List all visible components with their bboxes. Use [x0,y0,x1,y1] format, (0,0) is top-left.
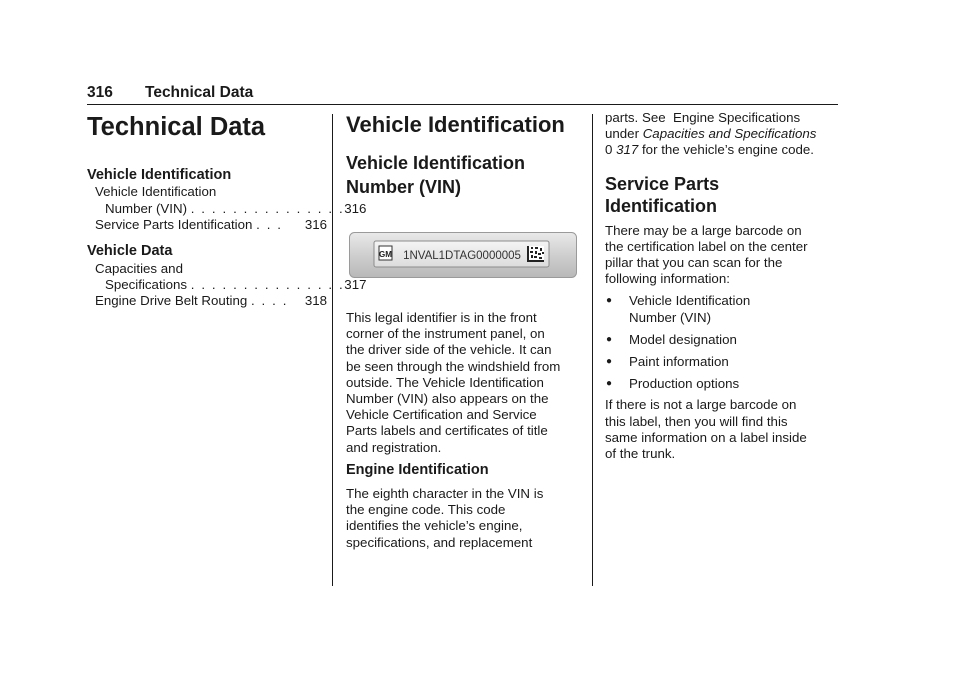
toc-leader-dots: . . . . . . . . . . . . . . . [190,277,345,293]
toc-page: 317 [344,277,367,293]
service-parts-paragraph: There may be a large barcode on the certification label on the center pillar that you can scan for the following information: [605,222,808,287]
continued-line: parts. See Engine Specifications [605,110,801,125]
vin-heading: Vehicle Identification Number (VIN) [346,153,526,198]
list-item: ● Paint information [606,354,729,370]
right-column [605,110,839,462]
vin-code-text: 1NVAL1DTAG0000005 [403,250,521,262]
bullet-icon: ● [606,333,613,345]
column-divider [332,114,333,586]
toc-entry[interactable]: Engine Drive Belt Routing . . . . 318 [95,293,327,309]
toc-entry[interactable]: Vehicle Identification Number (VIN) . . . . . . . . . . . . . . . 316 [95,184,367,216]
main-title: Vehicle Identification [346,112,565,137]
toc-column [87,112,367,310]
column-divider [592,114,593,586]
header-rule [87,104,838,105]
main-column [346,112,578,199]
closing-paragraph: If there is not a large barcode on this label, then you will find this same information on a label inside of the trunk. [605,397,807,462]
xref-text[interactable]: Capacities and Specifications [642,126,817,142]
continued-line: 0 317 for the vehicle’s engine code. [605,142,814,158]
section-name: Technical Data [145,84,254,101]
data-matrix-barcode-icon [527,246,544,262]
toc-leader-dots: . . . [256,216,283,232]
toc-entry[interactable]: Service Parts Identification . . . 316 [95,216,327,232]
bullet-icon: ● [606,295,613,307]
engine-paragraph: The eighth character in the VIN is the engine code. This code identifies the vehicle’s engine, specifications, and replacement [346,486,544,550]
vin-paragraph: This legal identifier is in the front corner of the instrument panel, on the driver side of the vehicle. It can be seen through the windshield from outside. The Vehicle Identification Number (VIN) also appears on the Vehicle Certification and Service Parts labels and certificates of title and registration. [346,310,561,455]
page-ref-icon: 0 [605,142,613,158]
toc-leader-dots: . . . . . . . . . . . . . . . [190,200,345,216]
toc-leader-dots: . . . . [250,293,289,309]
toc-page: 318 [304,293,327,309]
page-header [87,84,838,104]
bullet-icon: ● [606,356,613,368]
page-number: 316 [87,84,113,101]
list-item: ● Production options [606,376,740,392]
continued-line: under Capacities and Specifications [605,126,817,142]
toc-group-title: Vehicle Data [87,243,173,260]
toc-group-title: Vehicle Identification [87,166,232,183]
service-parts-heading: Service Parts Identification [605,173,720,216]
vin-plate-image [349,232,577,278]
toc-page: 316 [344,200,367,216]
vin-plate-illustration [349,232,577,278]
list-item: ● Model designation [606,331,737,347]
gm-logo-icon: GM [379,250,392,259]
bullet-icon: ● [606,378,613,390]
page-ref-link[interactable]: 317 [616,142,639,158]
engine-heading: Engine Identification [346,462,489,478]
toc-page: 316 [304,216,327,232]
info-bullet-list [605,293,839,392]
toc-entry[interactable]: Capacities and Specifications . . . . . . . . . . . . . . . 317 [95,260,367,293]
list-item: ● Vehicle Identification Number (VIN) [606,293,751,325]
toc-title: Technical Data [87,113,266,141]
